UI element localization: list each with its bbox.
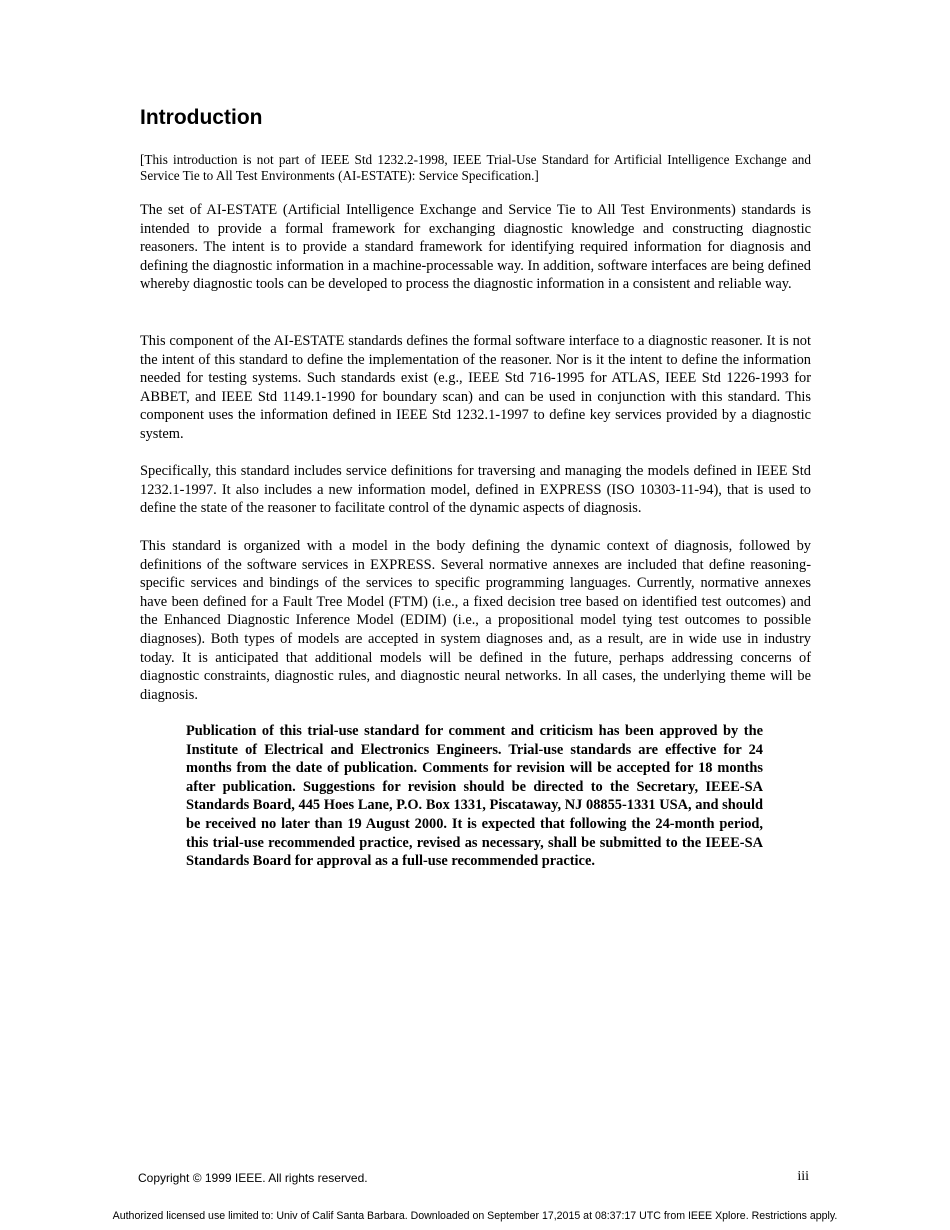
paragraph-3: Specifically, this standard includes service definitions for traversing and managing the models defined in IEEE Std 1232.1-1997. It also includes a new information model, defined in EXPRESS (ISO 10303-11-94), that is used to define the state of the reasoner to facilitate control of the dynamic aspects of diagnosis. [140,463,811,517]
footer-page-number: iii [797,1169,809,1184]
trial-use-notice: Publication of this trial-use standard for comment and criticism has been approved by the Institute of Electrical and Electronics Engineers. Trial-use standards are effective for 24 months from the date of publication. Comments for revision will be accepted for 18 months after publication. Suggestions for revision should be directed to the Secretary, IEEE-SA Standards Board, 445 Hoes Lane, P.O. Box 1331, Piscataway, NJ 08855-1331 USA, and should be received no later than 19 August 2000. It is expected that following the 24-month period, this trial-use recommended practice, revised as necessary, shall be submitted to the IEEE-SA Standards Board for approval as a full-use recommended practice. [186,723,763,870]
paragraph-4: This standard is organized with a model in the body defining the dynamic context of diagnosis, followed by definitions of the software services in EXPRESS. Several normative annexes are included that define reasoning-specific services and bindings of the services to specific programming languages. Currently, normative annexes have been defined for a Fault Tree Model (FTM) (i.e., a fixed decision tree based on identified test outcomes) and the Enhanced Diagnostic Inference Model (EDIM) (i.e., a propositional model tying test outcomes to possible diagnoses). Both types of models are accepted in system diagnoses and, as a result, are in wide use in industry today. It is anticipated that additional models will be defined in the future, perhaps addressing concerns of diagnostic constraints, diagnostic rules, and diagnostic neural networks. In all cases, the underlying theme will be diagnosis. [140,538,811,703]
license-notice: Authorized licensed use limited to: Univ of Calif Santa Barbara. Downloaded on September 17,2015 at 08:37:17 UTC from IEEE Xplore. Restrictions apply. [112,1210,838,1222]
introduction-note: [This introduction is not part of IEEE Std 1232.2-1998, IEEE Trial-Use Standard for Artificial Intelligence Exchange and Service Tie to All Test Environments (AI-ESTATE): Service Specification.] [140,152,811,183]
paragraph-1: The set of AI-ESTATE (Artificial Intelligence Exchange and Service Tie to All Test Environments) standards is intended to provide a formal framework for exchanging diagnostic knowledge and constructing diagnostic reasoners. The intent is to provide a standard framework for identifying required information for diagnosis and defining the diagnostic information in a machine-processable way. In addition, software interfaces are being defined whereby diagnostic tools can be developed to process the diagnostic information in a consistent and reliable way. [140,202,811,293]
paragraph-2: This component of the AI-ESTATE standards defines the formal software interface to a diagnostic reasoner. It is not the intent of this standard to define the implementation of the reasoner. Nor is it the intent to define the information needed for testing systems. Such standards exist (e.g., IEEE Std 716-1995 for ATLAS, IEEE Std 1226-1993 for ABBET, and IEEE Std 1149.1-1990 for boundary scan) and can be used in conjunction with this standard. This component uses the information defined in IEEE Std 1232.1-1997 to define key services provided by a diagnostic system. [140,333,811,442]
footer-copyright: Copyright © 1999 IEEE. All rights reserved. [138,1171,368,1185]
page-title: Introduction [140,106,263,129]
